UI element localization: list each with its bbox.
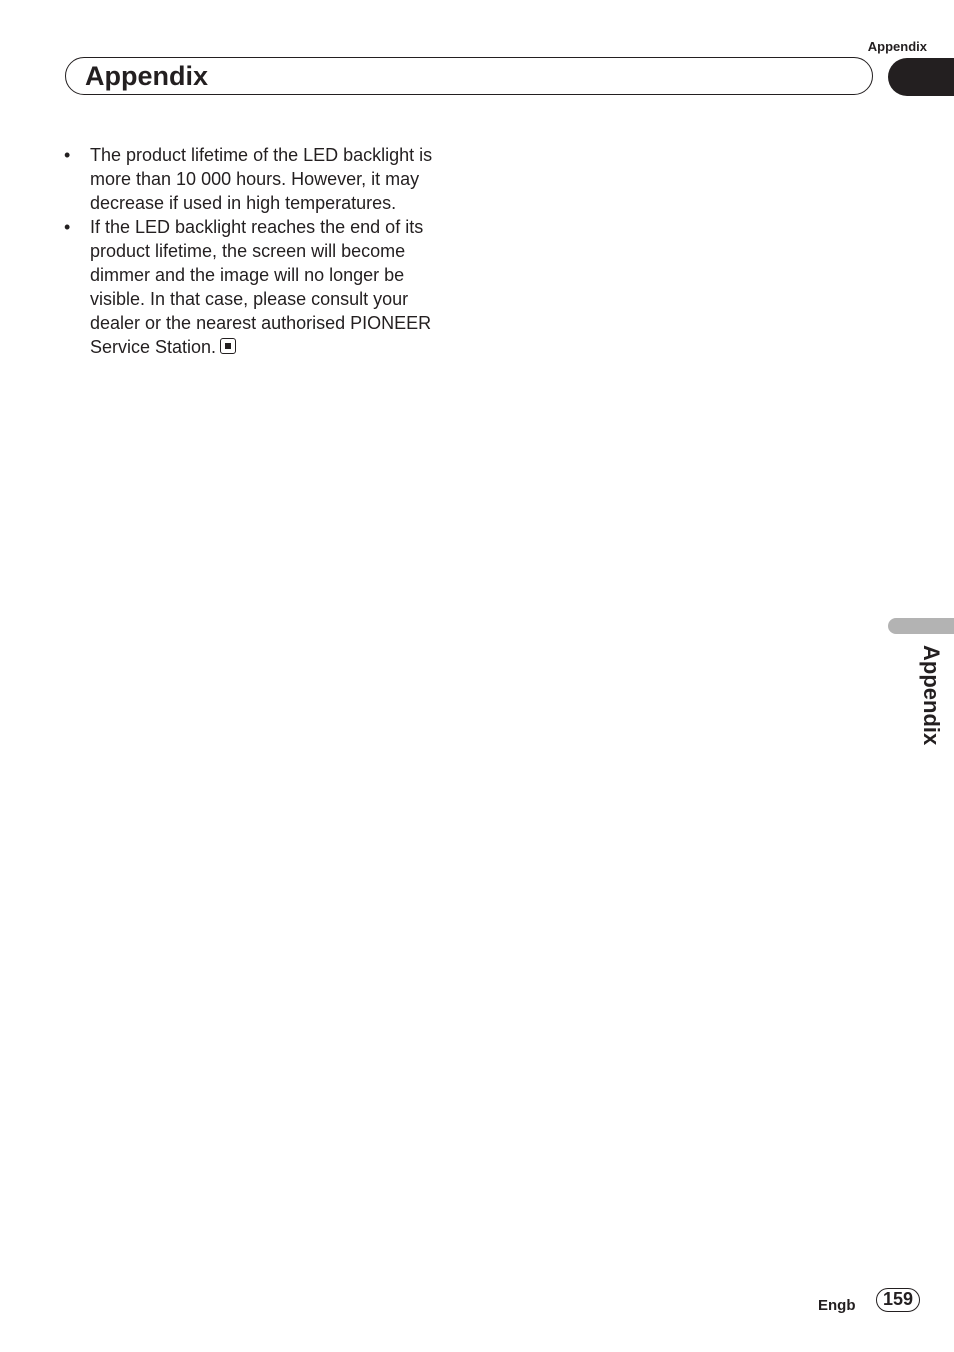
bullet-marker: • — [64, 217, 71, 237]
end-of-section-icon — [220, 338, 236, 354]
page-title: Appendix — [85, 61, 209, 91]
bullet-list — [60, 143, 460, 359]
side-tab-label: Appendix — [919, 645, 944, 746]
running-header: Appendix — [867, 39, 927, 54]
footer-language: Engb — [818, 1297, 856, 1314]
page-number: 159 — [876, 1288, 920, 1312]
list-item — [60, 143, 460, 215]
list-item — [60, 215, 460, 359]
side-tab — [888, 618, 954, 634]
section-tab-marker — [888, 58, 954, 96]
section-title-bar — [65, 57, 873, 95]
bullet-marker: • — [64, 145, 71, 165]
list-item-text: The product lifetime of the LED backlight is more than 10 000 hours. However, it may decrease if used in high temperatures. — [90, 145, 433, 213]
list-item-text: If the LED backlight reaches the end of its product lifetime, the screen will become dimmer and the image will no longer be visible. In that case, please consult your dealer or the nearest authorised PIONEER Service Station. — [90, 217, 432, 357]
